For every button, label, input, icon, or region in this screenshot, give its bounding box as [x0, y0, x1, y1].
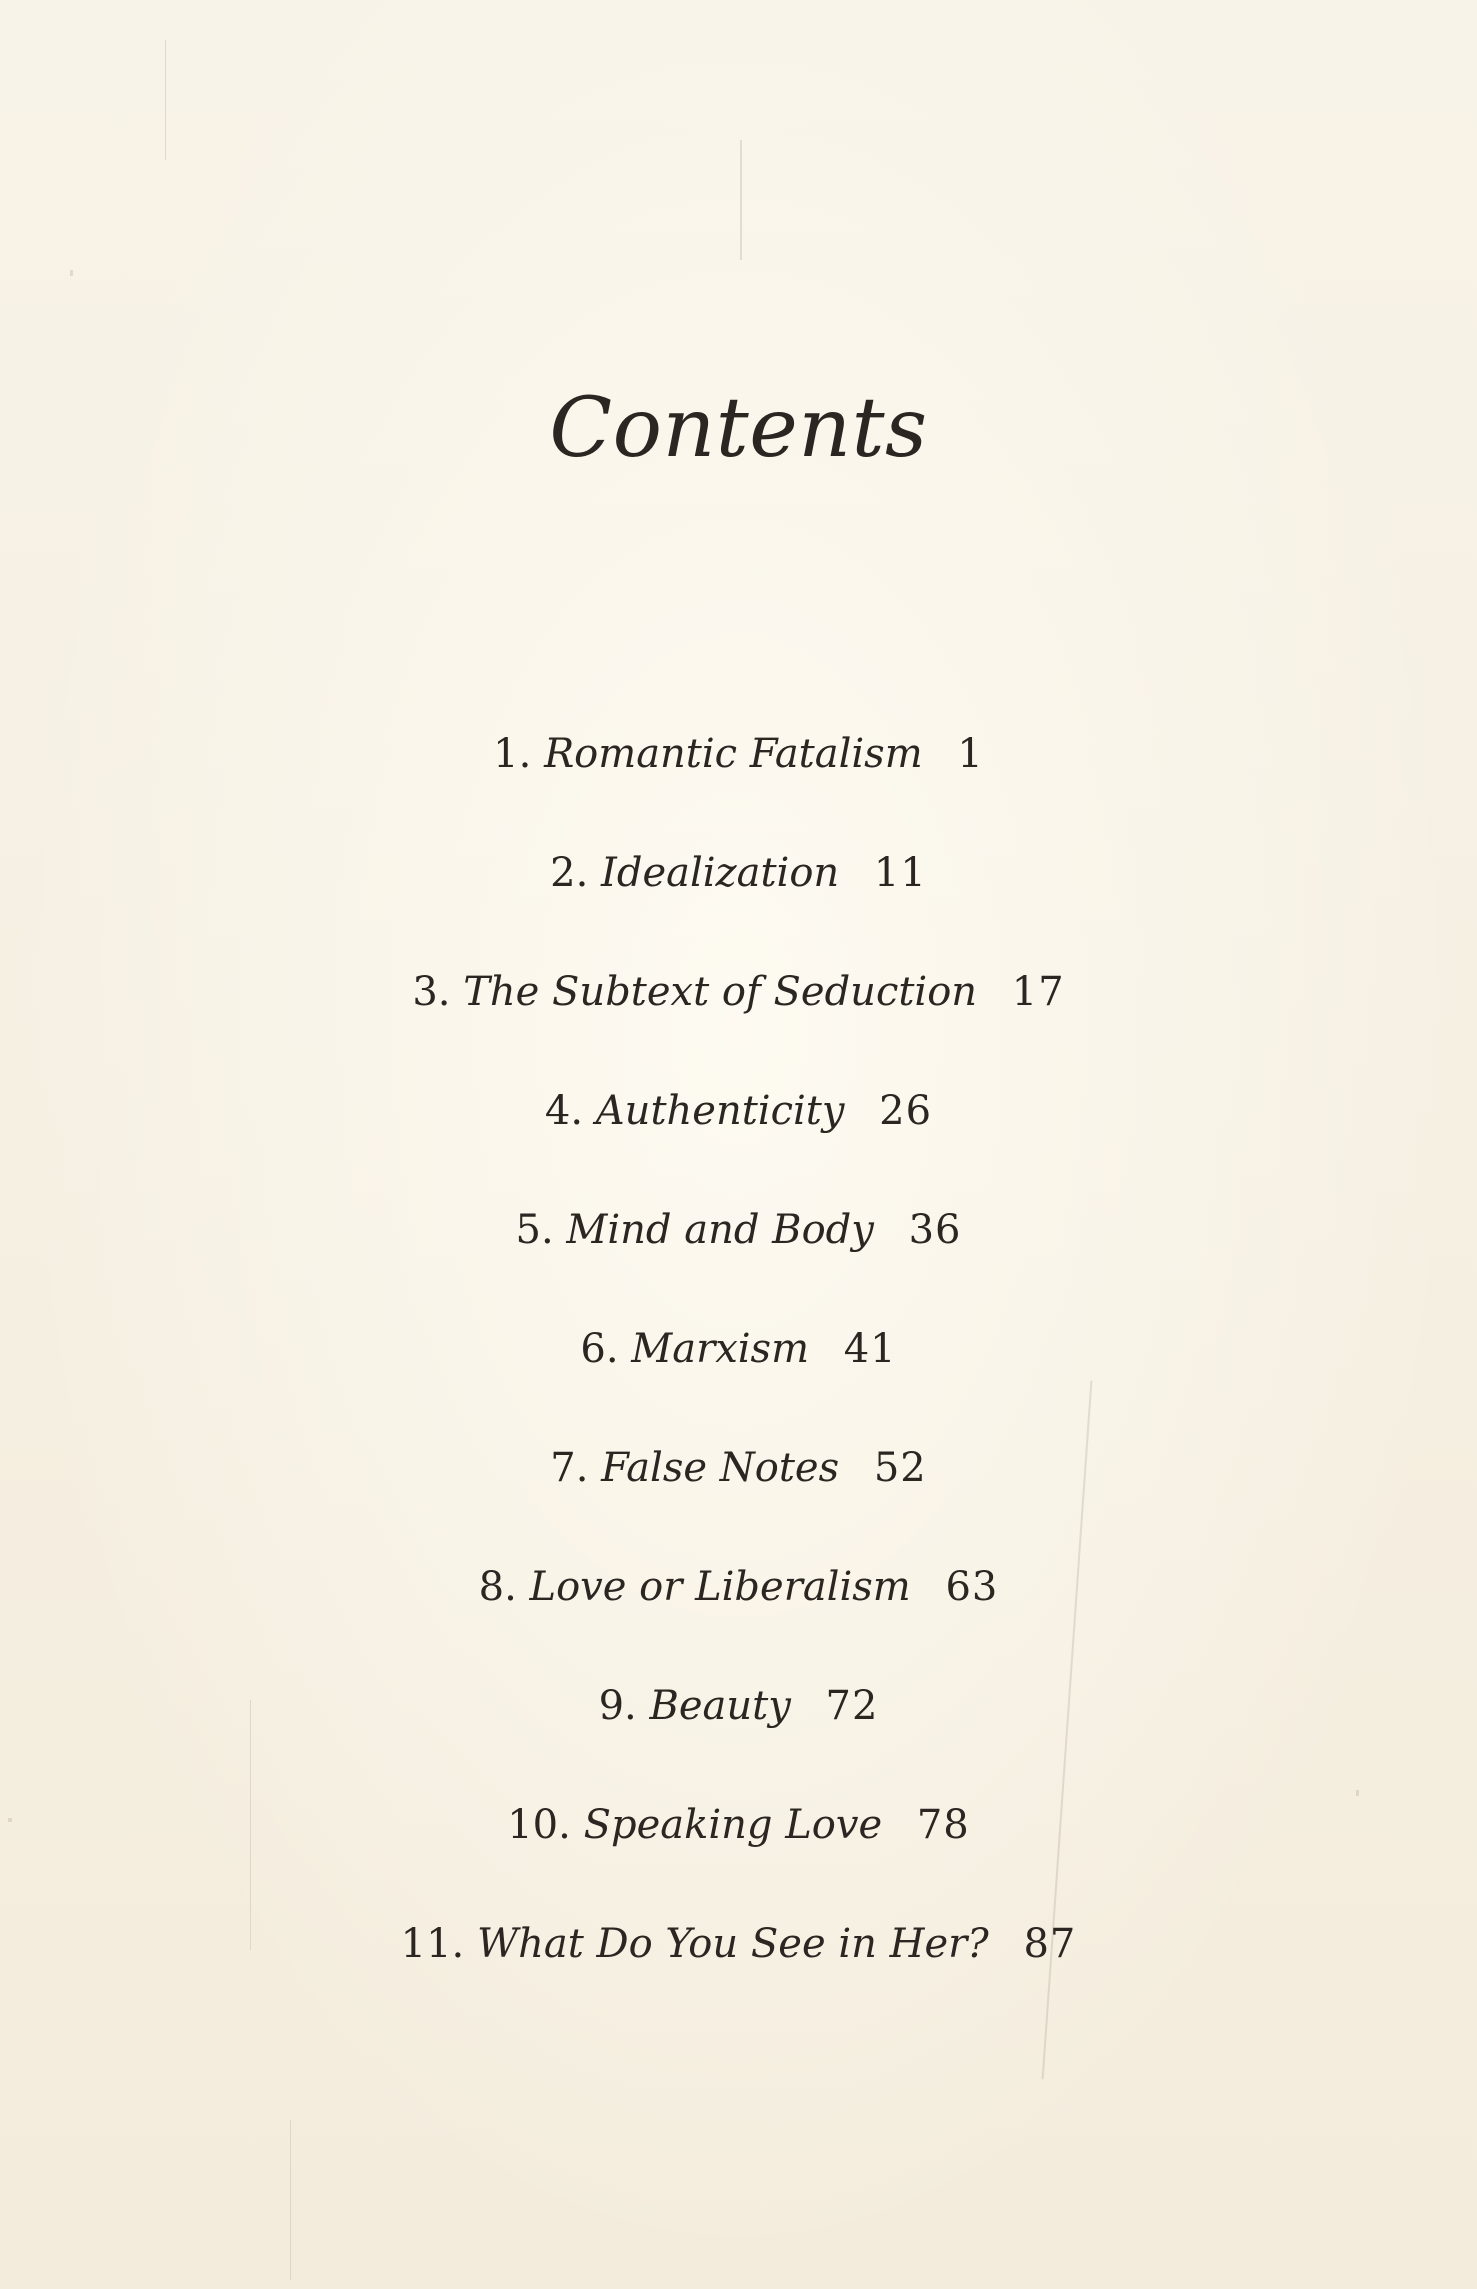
- scan-speck: [70, 270, 73, 276]
- page-number: 26: [879, 1088, 933, 1134]
- toc-entry: [0, 962, 1477, 1081]
- chapter-number: 11.: [400, 1921, 465, 1967]
- chapter-number: 1.: [493, 731, 532, 777]
- toc-entry: [0, 1795, 1477, 1914]
- scan-line: [740, 140, 742, 260]
- page-title: Contents: [549, 381, 928, 476]
- chapter-title: The Subtext of Seduction: [463, 969, 978, 1015]
- table-of-contents: [0, 724, 1477, 2033]
- scan-line: [165, 40, 166, 160]
- chapter-number: 9.: [598, 1683, 637, 1729]
- chapter-title: Speaking Love: [583, 1802, 883, 1848]
- chapter-title: Beauty: [649, 1683, 791, 1729]
- chapter-title: What Do You See in Her?: [477, 1921, 989, 1967]
- chapter-number: 5.: [515, 1207, 554, 1253]
- toc-entry: [0, 1676, 1477, 1795]
- page-number: 78: [916, 1802, 970, 1848]
- page-number: 41: [843, 1326, 897, 1372]
- chapter-title: Marxism: [631, 1326, 809, 1372]
- chapter-number: 8.: [478, 1564, 517, 1610]
- toc-entry: [0, 1438, 1477, 1557]
- toc-entry: [0, 1200, 1477, 1319]
- toc-entry: [0, 1914, 1477, 2033]
- chapter-title: Authenticity: [595, 1088, 845, 1134]
- chapter-number: 10.: [507, 1802, 571, 1848]
- chapter-title: Mind and Body: [566, 1207, 874, 1253]
- page-number: 63: [945, 1564, 999, 1610]
- page-number: 36: [908, 1207, 962, 1253]
- page-number: 52: [873, 1445, 927, 1491]
- scan-line: [290, 2120, 291, 2280]
- chapter-number: 4.: [544, 1088, 584, 1134]
- toc-entry: [0, 843, 1477, 962]
- toc-entry: [0, 1319, 1477, 1438]
- chapter-title: False Notes: [601, 1445, 840, 1491]
- page-number: 17: [1011, 969, 1065, 1015]
- toc-entry: [0, 1081, 1477, 1200]
- chapter-number: 7.: [550, 1445, 589, 1491]
- chapter-title: Romantic Fatalism: [544, 731, 923, 777]
- page-number: 87: [1023, 1921, 1077, 1967]
- chapter-title: Love or Liberalism: [529, 1564, 911, 1610]
- chapter-number: 2.: [550, 850, 589, 896]
- toc-entry: [0, 724, 1477, 843]
- page-number: 1: [957, 731, 984, 777]
- page-number: 11: [873, 850, 927, 896]
- chapter-number: 3.: [412, 969, 451, 1015]
- page-number: 72: [825, 1683, 879, 1729]
- chapter-number: 6.: [580, 1326, 619, 1372]
- chapter-title: Idealization: [601, 850, 840, 896]
- toc-entry: [0, 1557, 1477, 1676]
